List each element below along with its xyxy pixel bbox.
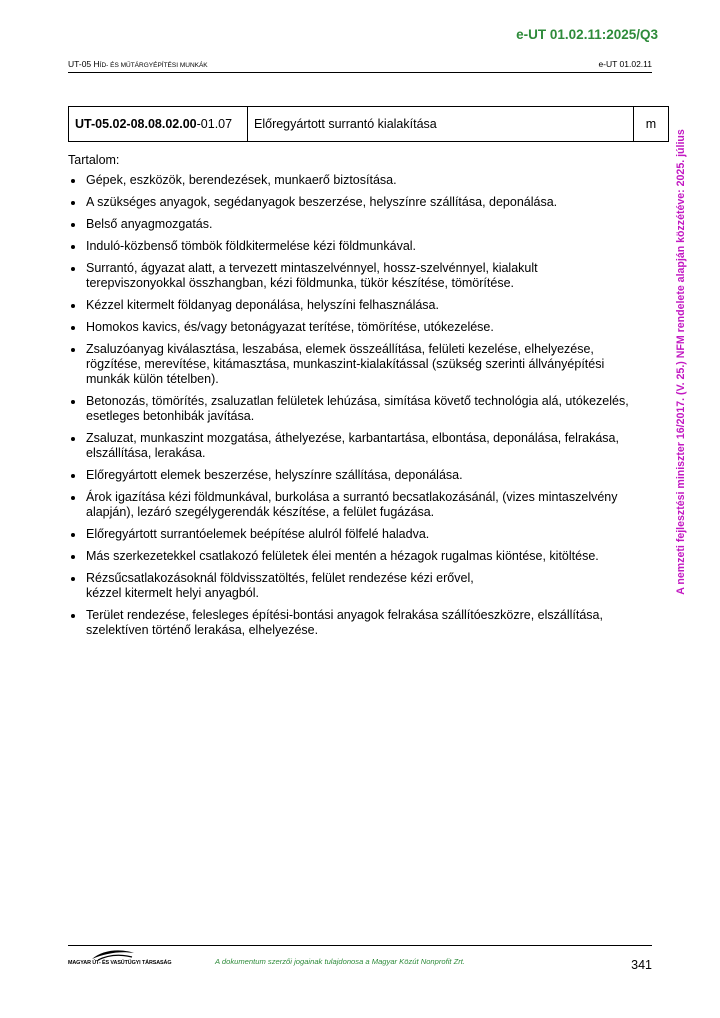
content-bullet-item: Árok igazítása kézi földmunkával, burkolása a surrantó becsatlakozásánál, (vizes mintaszelvény alapján), lezáró szegélygerendák készítése, a felület fugázása.: [68, 490, 638, 520]
content-title: Tartalom:: [68, 153, 120, 167]
footer-copyright: A dokumentum szerzői jogainak tulajdonosa a Magyar Közút Nonprofit Zrt.: [215, 957, 466, 966]
content-bullet-item: Belső anyagmozgatás.: [68, 217, 638, 232]
content-bullet-item: Betonozás, tömörítés, zsaluzatlan felületek lehúzása, simítása követő technológia alá, utókezelés, esetleges betonhibák javítása.: [68, 394, 638, 424]
content-section: [68, 153, 638, 645]
content-bullet-item: Surrantó, ágyazat alatt, a tervezett mintaszelvénnyel, hossz-szelvénnyel, kialakult terepviszonyokkal összhangban, kézi földmunka, tükör készítése, tömörítése.: [68, 261, 638, 291]
side-note: [670, 97, 692, 627]
content-bullet-item: Kézzel kitermelt földanyag deponálása, helyszíni felhasználása.: [68, 298, 638, 313]
content-bullet-item: Előregyártott surrantóelemek beépítése alulról fölfelé haladva.: [68, 527, 638, 542]
content-bullet-item: A szükséges anyagok, segédanyagok beszerzése, helyszínre szállítása, deponálása.: [68, 195, 638, 210]
content-bullet-item: Más szerkezetekkel csatlakozó felületek élei mentén a hézagok rugalmas kiöntése, kitöltése.: [68, 549, 638, 564]
header-left-prefix: UT-05 H: [68, 59, 100, 69]
content-bullet-item: Induló-közbenső tömbök földkitermelése kézi földmunkával.: [68, 239, 638, 254]
content-bullet-list: [68, 173, 638, 638]
footer-divider: [68, 945, 652, 946]
item-code: UT-05.02-08.08.02.00: [75, 117, 197, 131]
item-title: Előregyártott surrantó kialakítása: [248, 107, 634, 142]
content-bullet-item: Rézsűcsatlakozásoknál földvisszatöltés, felület rendezése kézi erővel, kézzel kitermelt helyi anyagból.: [68, 571, 638, 601]
running-header: [68, 59, 652, 73]
footer-logo: [68, 948, 172, 970]
content-bullet-item: Zsaluzat, munkaszint mozgatása, áthelyezése, karbantartása, elbontása, deponálása, felrakása, elszállítása, lerakása.: [68, 431, 638, 461]
item-header-table: [68, 106, 669, 142]
document-code: e-UT 01.02.11:2025/Q3: [516, 27, 658, 42]
item-unit: m: [634, 107, 669, 142]
content-bullet-item: Előregyártott elemek beszerzése, helyszínre szállítása, deponálása.: [68, 468, 638, 483]
header-left-smallcaps: ÍD- ÉS MŰTÁRGYÉPÍTÉSI MUNKÁK: [99, 62, 208, 69]
footer-logo-text: MAGYAR ÚT- ÉS VASÚTÜGYI TÁRSASÁG: [68, 960, 172, 966]
side-note-text: A nemzeti fejlesztési miniszter 16/2017. (V. 25.) NFM rendelete alapján közzétéve: 2025. július: [675, 129, 687, 595]
running-header-right: e-UT 01.02.11: [598, 59, 652, 69]
content-bullet-item: Gépek, eszközök, berendezések, munkaerő biztosítása.: [68, 173, 638, 188]
item-code-cell: [69, 107, 248, 142]
content-bullet-item: Terület rendezése, felesleges építési-bontási anyagok felrakása szállítóeszközre, elszállítása, szelektíven történő lerakása, elhelyezése.: [68, 608, 638, 638]
running-header-left: [68, 59, 208, 69]
content-bullet-item: Zsaluzóanyag kiválasztása, leszabása, elemek összeállítása, felületi kezelése, elhelyezése, rögzítése, merevítése, kitámasztása, munkaszint-kialakítással (szükség szerinti állványépítési munkák külön tételben).: [68, 342, 638, 387]
page-number: 341: [631, 958, 652, 972]
content-bullet-item: Homokos kavics, és/vagy betonágyazat terítése, tömörítése, utókezelése.: [68, 320, 638, 335]
item-code-suffix: -01.07: [196, 117, 233, 131]
